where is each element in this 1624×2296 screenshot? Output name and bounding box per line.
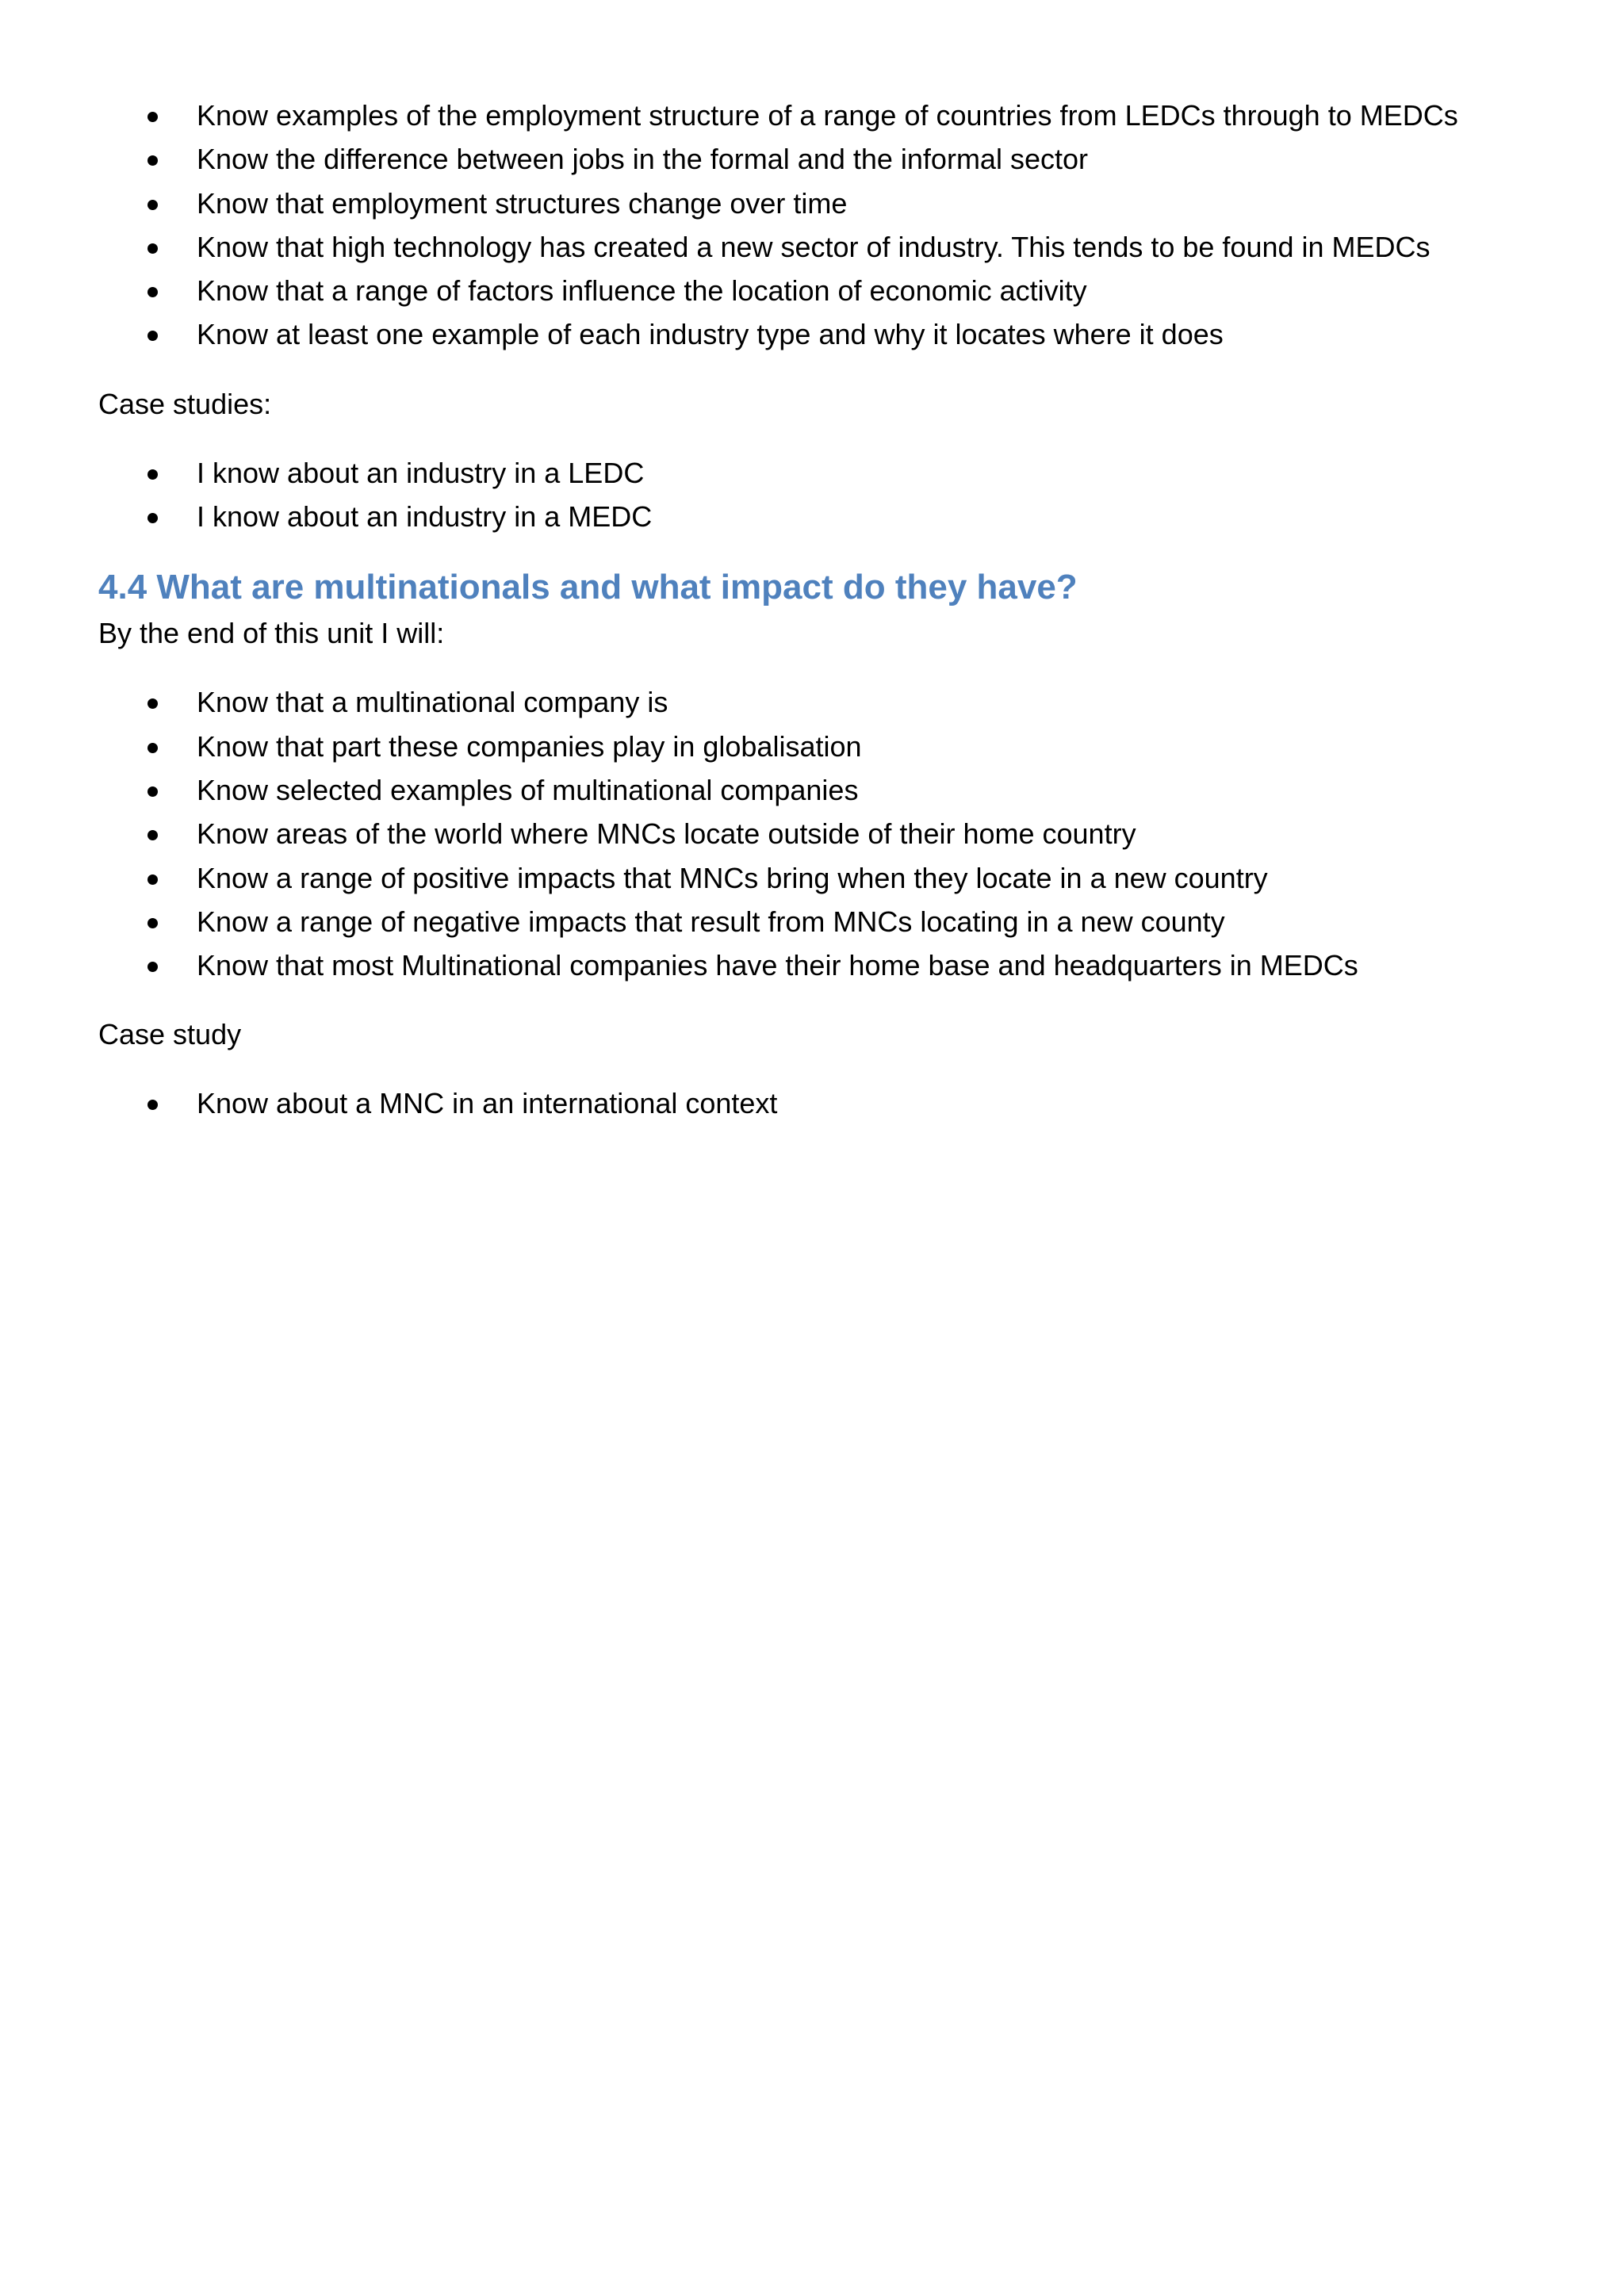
- bullet-icon: [147, 200, 158, 210]
- list-item-text: Know that part these companies play in globalisation: [197, 729, 862, 763]
- bullet-icon: [147, 112, 158, 122]
- case-studies-list: [98, 451, 1542, 539]
- list-item: [98, 856, 1542, 900]
- section-heading: 4.4 What are multinationals and what impact do they have?: [98, 568, 1078, 607]
- list-item-text: Know that a multinational company is: [197, 686, 668, 719]
- list-item-text: Know examples of the employment structure of a range of countries from LEDCs through to MEDCs: [197, 99, 1458, 132]
- case-study-list: [98, 1081, 1542, 1125]
- case-study-label: Case study: [98, 1018, 242, 1051]
- bullet-icon: [147, 918, 158, 928]
- list-item-text: Know that high technology has created a new sector of industry. This tends to be found in MEDCs: [197, 230, 1431, 263]
- spacer: [98, 357, 1542, 382]
- spacer: [98, 538, 1542, 564]
- bullet-icon: [147, 513, 158, 523]
- list-item: [98, 812, 1542, 855]
- spacer: [98, 987, 1542, 1012]
- bullet-icon: [147, 698, 158, 709]
- list-item-text: Know at least one example of each industry type and why it locates where it does: [197, 318, 1224, 351]
- list-item-text: Know a range of negative impacts that result from MNCs locating in a new county: [197, 905, 1225, 938]
- bullet-icon: [147, 786, 158, 797]
- list-item: [98, 495, 1542, 538]
- spacer: [98, 426, 1542, 451]
- list-item: [98, 94, 1542, 137]
- bullet-icon: [147, 1100, 158, 1110]
- list-item-text: Know areas of the world where MNCs locate outside of their home country: [197, 817, 1136, 851]
- document-content: [98, 94, 1542, 1126]
- list-item: [98, 137, 1542, 181]
- list-item: [98, 312, 1542, 356]
- list-item: [98, 225, 1542, 269]
- list-item-text: I know about an industry in a LEDC: [197, 456, 645, 489]
- bullet-icon: [147, 743, 158, 753]
- bullet-icon: [147, 155, 158, 166]
- bullet-icon: [147, 830, 158, 840]
- multinationals-list: [98, 680, 1542, 987]
- list-item: [98, 943, 1542, 987]
- list-item: [98, 768, 1542, 812]
- spacer: [98, 1056, 1542, 1081]
- list-item-text: Know that most Multinational companies have their home base and headquarters in MEDCs: [197, 949, 1358, 982]
- spacer: [98, 655, 1542, 680]
- list-item: [98, 182, 1542, 225]
- bullet-icon: [147, 287, 158, 297]
- list-item-text: Know the difference between jobs in the formal and the informal sector: [197, 143, 1088, 176]
- section-intro: By the end of this unit I will:: [98, 617, 445, 650]
- list-item-text: Know about a MNC in an international context: [197, 1087, 778, 1120]
- case-studies-label: Case studies:: [98, 387, 272, 420]
- bullet-icon: [147, 962, 158, 972]
- bullet-icon: [147, 874, 158, 885]
- list-item: [98, 900, 1542, 943]
- list-item: [98, 680, 1542, 724]
- list-item: [98, 269, 1542, 312]
- bullet-icon: [147, 243, 158, 254]
- list-item: [98, 725, 1542, 768]
- list-item-text: Know that a range of factors influence the location of economic activity: [197, 274, 1087, 308]
- list-item-text: Know a range of positive impacts that MNCs bring when they locate in a new country: [197, 861, 1268, 894]
- list-item: [98, 451, 1542, 495]
- employment-list: [98, 94, 1542, 357]
- bullet-icon: [147, 469, 158, 480]
- bullet-icon: [147, 331, 158, 341]
- list-item-text: I know about an industry in a MEDC: [197, 500, 653, 534]
- list-item-text: Know selected examples of multinational companies: [197, 773, 859, 806]
- list-item: [98, 1081, 1542, 1125]
- list-item-text: Know that employment structures change over time: [197, 186, 848, 220]
